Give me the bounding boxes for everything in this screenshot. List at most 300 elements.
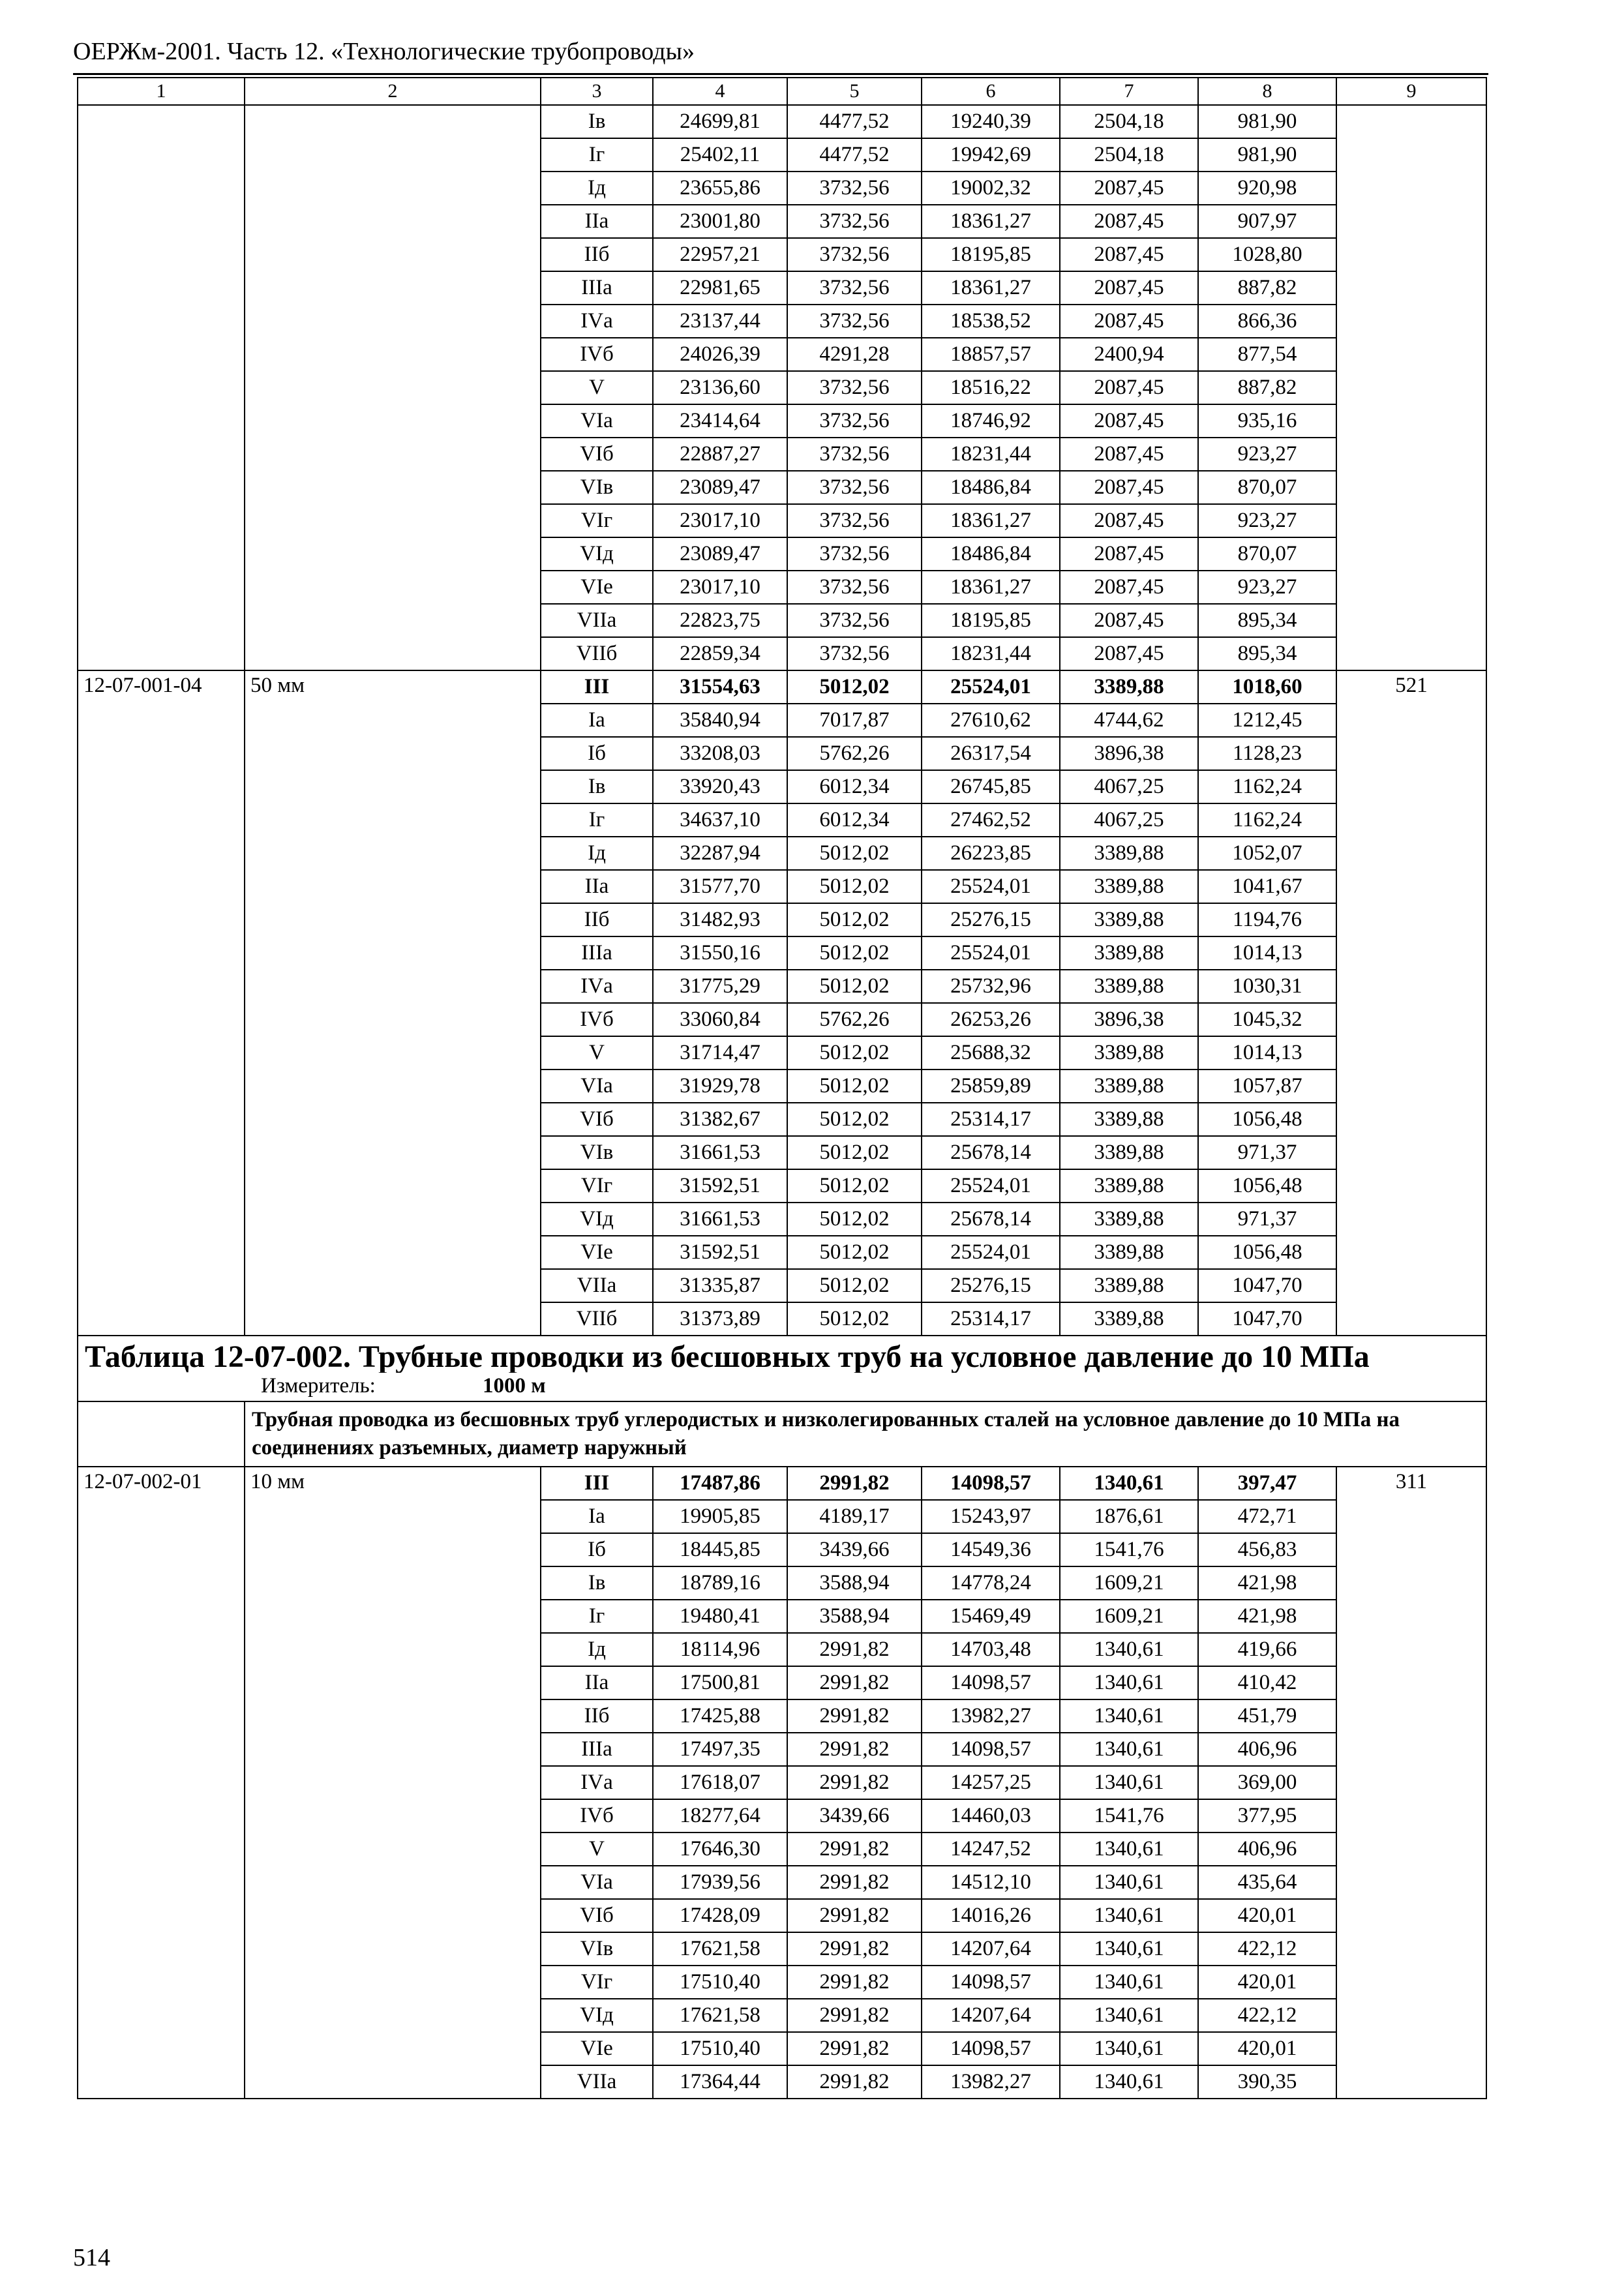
zone-code: Iд	[541, 172, 653, 205]
price-table	[77, 77, 1487, 2099]
wages: 2991,82	[787, 1966, 922, 1999]
total-cost: 31714,47	[653, 1036, 787, 1070]
table-title-row	[78, 1336, 1486, 1373]
equipment-cost: 14207,64	[922, 1932, 1060, 1966]
wages: 4189,17	[787, 1500, 922, 1533]
zone-code: Iд	[541, 1633, 653, 1666]
wages: 5012,02	[787, 1169, 922, 1203]
materials-cost: 1056,48	[1198, 1103, 1336, 1136]
wages: 5012,02	[787, 1236, 922, 1269]
operator-wages: 3389,88	[1060, 1269, 1198, 1302]
total-cost: 17618,07	[653, 1766, 787, 1799]
column-number-row	[78, 78, 1486, 105]
materials-cost: 920,98	[1198, 172, 1336, 205]
total-cost: 22887,27	[653, 438, 787, 471]
total-cost: 31550,16	[653, 936, 787, 970]
wages: 3732,56	[787, 571, 922, 604]
zone-code: VIг	[541, 1169, 653, 1203]
equipment-cost: 18361,27	[922, 571, 1060, 604]
materials-cost: 1028,80	[1198, 238, 1336, 271]
total-cost: 22957,21	[653, 238, 787, 271]
zone-code: VIд	[541, 1203, 653, 1236]
materials-cost: 421,98	[1198, 1566, 1336, 1600]
zone-code: VIе	[541, 571, 653, 604]
total-cost: 24026,39	[653, 338, 787, 371]
materials-cost: 390,35	[1198, 2065, 1336, 2099]
equipment-cost: 14098,57	[922, 1666, 1060, 1699]
wages: 5012,02	[787, 1070, 922, 1103]
equipment-cost: 18486,84	[922, 537, 1060, 571]
wages: 2991,82	[787, 2032, 922, 2065]
materials-cost: 422,12	[1198, 1932, 1336, 1966]
wages: 2991,82	[787, 1866, 922, 1899]
zone-code: Iа	[541, 704, 653, 737]
operator-wages: 2087,45	[1060, 637, 1198, 670]
zone-code: V	[541, 1036, 653, 1070]
equipment-cost: 25524,01	[922, 870, 1060, 903]
column-number: 7	[1060, 78, 1198, 105]
equipment-cost: 14247,52	[922, 1833, 1060, 1866]
total-cost: 31482,93	[653, 903, 787, 936]
equipment-cost: 18746,92	[922, 404, 1060, 438]
equipment-cost: 25524,01	[922, 936, 1060, 970]
column-number: 9	[1336, 78, 1486, 105]
operator-wages: 3389,88	[1060, 670, 1198, 704]
operator-wages: 4744,62	[1060, 704, 1198, 737]
operator-wages: 3389,88	[1060, 1236, 1198, 1269]
zone-code: VIа	[541, 404, 653, 438]
materials-cost: 1014,13	[1198, 1036, 1336, 1070]
zone-code: IIIа	[541, 936, 653, 970]
total-cost: 23414,64	[653, 404, 787, 438]
operator-wages: 1340,61	[1060, 2032, 1198, 2065]
total-cost: 31335,87	[653, 1269, 787, 1302]
operator-wages: 2400,94	[1060, 338, 1198, 371]
zone-code: Iа	[541, 1500, 653, 1533]
materials-cost: 1056,48	[1198, 1236, 1336, 1269]
wages: 5012,02	[787, 837, 922, 870]
operator-wages: 3389,88	[1060, 1070, 1198, 1103]
operator-wages: 2087,45	[1060, 571, 1198, 604]
equipment-cost: 18857,57	[922, 338, 1060, 371]
zone-code: IVб	[541, 1799, 653, 1833]
total-cost: 17621,58	[653, 1999, 787, 2032]
equipment-cost: 18361,27	[922, 271, 1060, 305]
materials-cost: 981,90	[1198, 138, 1336, 172]
zone-code: VIд	[541, 537, 653, 571]
zone-code: Iг	[541, 138, 653, 172]
equipment-cost: 14257,25	[922, 1766, 1060, 1799]
equipment-cost: 14098,57	[922, 1733, 1060, 1766]
wages: 2991,82	[787, 1766, 922, 1799]
equipment-cost: 25678,14	[922, 1136, 1060, 1169]
meter-value: 1000 м	[483, 1374, 546, 1398]
total-cost: 31554,63	[653, 670, 787, 704]
total-cost: 25402,11	[653, 138, 787, 172]
operator-wages: 3389,88	[1060, 1203, 1198, 1236]
materials-cost: 421,98	[1198, 1600, 1336, 1633]
total-cost: 23137,44	[653, 305, 787, 338]
wages: 5012,02	[787, 1302, 922, 1336]
wages: 5012,02	[787, 1203, 922, 1236]
wages: 4291,28	[787, 338, 922, 371]
zone-code: VIв	[541, 471, 653, 504]
zone-code: Iб	[541, 1533, 653, 1566]
zone-code: VIа	[541, 1866, 653, 1899]
operator-wages: 1340,61	[1060, 1766, 1198, 1799]
document-header: ОЕРЖм-2001. Часть 12. «Технологические трубопроводы»	[73, 38, 695, 65]
equipment-cost: 15243,97	[922, 1500, 1060, 1533]
materials-cost: 1030,31	[1198, 970, 1336, 1003]
wages: 3732,56	[787, 604, 922, 637]
zone-code: VIIа	[541, 2065, 653, 2099]
wages: 2991,82	[787, 2065, 922, 2099]
total-cost: 31775,29	[653, 970, 787, 1003]
operator-wages: 2087,45	[1060, 471, 1198, 504]
total-cost: 17500,81	[653, 1666, 787, 1699]
rate-code: 12-07-001-04	[78, 670, 245, 1336]
zone-code: Iг	[541, 1600, 653, 1633]
rate-description: 50 мм	[245, 670, 541, 1336]
materials-cost: 923,27	[1198, 438, 1336, 471]
total-cost: 17510,40	[653, 1966, 787, 1999]
meter-row	[78, 1373, 1486, 1401]
table-row	[78, 1467, 1486, 1500]
total-cost: 34637,10	[653, 803, 787, 837]
equipment-cost: 13982,27	[922, 2065, 1060, 2099]
operator-wages: 1340,61	[1060, 1833, 1198, 1866]
total-cost: 18445,85	[653, 1533, 787, 1566]
operator-wages: 2087,45	[1060, 305, 1198, 338]
equipment-cost: 14460,03	[922, 1799, 1060, 1833]
section-spacer	[78, 1401, 245, 1467]
wages: 5012,02	[787, 936, 922, 970]
wages: 2991,82	[787, 1899, 922, 1932]
total-cost: 17425,88	[653, 1699, 787, 1733]
zone-code: VIIа	[541, 1269, 653, 1302]
operator-wages: 3389,88	[1060, 1169, 1198, 1203]
total-cost: 17364,44	[653, 2065, 787, 2099]
equipment-cost: 13982,27	[922, 1699, 1060, 1733]
zone-code: V	[541, 1833, 653, 1866]
wages: 5762,26	[787, 1003, 922, 1036]
equipment-cost: 19942,69	[922, 138, 1060, 172]
zone-code: IVб	[541, 338, 653, 371]
materials-cost: 419,66	[1198, 1633, 1336, 1666]
operator-wages: 2087,45	[1060, 504, 1198, 537]
zone-code: Iв	[541, 105, 653, 138]
total-cost: 17510,40	[653, 2032, 787, 2065]
wages: 3732,56	[787, 305, 922, 338]
zone-code: VIб	[541, 1899, 653, 1932]
materials-cost: 1056,48	[1198, 1169, 1336, 1203]
operator-wages: 3389,88	[1060, 936, 1198, 970]
total-cost: 31577,70	[653, 870, 787, 903]
zone-code: VIд	[541, 1999, 653, 2032]
equipment-cost: 18195,85	[922, 604, 1060, 637]
operator-wages: 4067,25	[1060, 803, 1198, 837]
equipment-cost: 14703,48	[922, 1633, 1060, 1666]
equipment-cost: 25678,14	[922, 1203, 1060, 1236]
operator-wages: 2504,18	[1060, 105, 1198, 138]
materials-cost: 406,96	[1198, 1833, 1336, 1866]
wages: 5012,02	[787, 1269, 922, 1302]
materials-cost: 887,82	[1198, 371, 1336, 404]
materials-cost: 406,96	[1198, 1733, 1336, 1766]
wages: 3732,56	[787, 172, 922, 205]
materials-cost: 369,00	[1198, 1766, 1336, 1799]
total-cost: 22823,75	[653, 604, 787, 637]
operator-wages: 2087,45	[1060, 537, 1198, 571]
meter	[78, 1373, 1486, 1401]
materials-cost: 895,34	[1198, 637, 1336, 670]
equipment-cost: 14098,57	[922, 1966, 1060, 1999]
materials-cost: 472,71	[1198, 1500, 1336, 1533]
zone-code: IIа	[541, 870, 653, 903]
equipment-cost: 14512,10	[922, 1866, 1060, 1899]
zone-code: VIIа	[541, 604, 653, 637]
wages: 3732,56	[787, 537, 922, 571]
wages: 6012,34	[787, 803, 922, 837]
equipment-cost: 25859,89	[922, 1070, 1060, 1103]
equipment-cost: 25314,17	[922, 1302, 1060, 1336]
operator-wages: 3389,88	[1060, 1136, 1198, 1169]
materials-cost: 1162,24	[1198, 770, 1336, 803]
total-cost: 18789,16	[653, 1566, 787, 1600]
equipment-cost: 26223,85	[922, 837, 1060, 870]
operator-wages: 1541,76	[1060, 1533, 1198, 1566]
materials-cost: 420,01	[1198, 1899, 1336, 1932]
materials-cost: 420,01	[1198, 1966, 1336, 1999]
column-number: 1	[78, 78, 245, 105]
equipment-cost: 15469,49	[922, 1600, 1060, 1633]
operator-wages: 2087,45	[1060, 604, 1198, 637]
wages: 5012,02	[787, 903, 922, 936]
zone-code: IVа	[541, 1766, 653, 1799]
equipment-cost: 18361,27	[922, 504, 1060, 537]
equipment-cost: 25524,01	[922, 1169, 1060, 1203]
total-cost: 17646,30	[653, 1833, 787, 1866]
materials-cost: 1194,76	[1198, 903, 1336, 936]
operator-wages: 3896,38	[1060, 1003, 1198, 1036]
table-title: Таблица 12-07-002. Трубные проводки из бесшовных труб на условное давление до 10 МПа	[78, 1336, 1486, 1373]
zone-code: V	[541, 371, 653, 404]
zone-code: IIа	[541, 1666, 653, 1699]
wages: 3439,66	[787, 1799, 922, 1833]
total-cost: 17497,35	[653, 1733, 787, 1766]
total-cost: 18277,64	[653, 1799, 787, 1833]
equipment-cost: 25276,15	[922, 903, 1060, 936]
total-cost: 23655,86	[653, 172, 787, 205]
materials-cost: 907,97	[1198, 205, 1336, 238]
wages: 6012,34	[787, 770, 922, 803]
wages: 2991,82	[787, 1666, 922, 1699]
zone-code: VIIб	[541, 637, 653, 670]
zone-code: III	[541, 1467, 653, 1500]
operator-wages: 2087,45	[1060, 438, 1198, 471]
operator-wages: 3389,88	[1060, 970, 1198, 1003]
wages: 3732,56	[787, 205, 922, 238]
equipment-cost: 14207,64	[922, 1999, 1060, 2032]
wages: 5762,26	[787, 737, 922, 770]
operator-wages: 3389,88	[1060, 903, 1198, 936]
materials-cost: 895,34	[1198, 604, 1336, 637]
wages: 2991,82	[787, 1999, 922, 2032]
zone-code: VIг	[541, 1966, 653, 1999]
operator-wages: 1340,61	[1060, 1666, 1198, 1699]
total-cost: 17939,56	[653, 1866, 787, 1899]
total-cost: 31661,53	[653, 1136, 787, 1169]
total-cost: 33920,43	[653, 770, 787, 803]
materials-cost: 971,37	[1198, 1203, 1336, 1236]
zone-code: VIа	[541, 1070, 653, 1103]
total-cost: 31929,78	[653, 1070, 787, 1103]
wages: 4477,52	[787, 138, 922, 172]
operator-wages: 3389,88	[1060, 1036, 1198, 1070]
operator-wages: 1340,61	[1060, 1733, 1198, 1766]
materials-cost: 1014,13	[1198, 936, 1336, 970]
operator-wages: 1340,61	[1060, 1699, 1198, 1733]
total-cost: 23017,10	[653, 504, 787, 537]
zone-code: Iд	[541, 837, 653, 870]
wages: 5012,02	[787, 1036, 922, 1070]
rate-code	[78, 105, 245, 670]
materials-cost: 971,37	[1198, 1136, 1336, 1169]
zone-code: VIе	[541, 1236, 653, 1269]
equipment-cost: 14778,24	[922, 1566, 1060, 1600]
wages: 2991,82	[787, 1699, 922, 1733]
operator-wages: 1340,61	[1060, 1633, 1198, 1666]
total-cost: 17428,09	[653, 1899, 787, 1932]
operator-wages: 2087,45	[1060, 238, 1198, 271]
equipment-cost: 18231,44	[922, 637, 1060, 670]
total-cost: 22981,65	[653, 271, 787, 305]
zone-code: VIг	[541, 504, 653, 537]
wages: 5012,02	[787, 670, 922, 704]
section-description: Трубная проводка из бесшовных труб углеродистых и низколегированных сталей на условное давление до 10 МПа на соединениях разъемных, диаметр наружный	[245, 1401, 1486, 1467]
total-cost: 31592,51	[653, 1169, 787, 1203]
equipment-cost: 18231,44	[922, 438, 1060, 471]
total-cost: 32287,94	[653, 837, 787, 870]
column-number: 3	[541, 78, 653, 105]
zone-code: IVа	[541, 305, 653, 338]
wages: 3588,94	[787, 1600, 922, 1633]
total-cost: 18114,96	[653, 1633, 787, 1666]
materials-cost: 923,27	[1198, 571, 1336, 604]
operator-wages: 3389,88	[1060, 1103, 1198, 1136]
wages: 3588,94	[787, 1566, 922, 1600]
rate-code: 12-07-002-01	[78, 1467, 245, 2099]
operator-wages: 1340,61	[1060, 1999, 1198, 2032]
materials-cost: 923,27	[1198, 504, 1336, 537]
equipment-cost: 25732,96	[922, 970, 1060, 1003]
zone-code: IIIа	[541, 271, 653, 305]
materials-cost: 377,95	[1198, 1799, 1336, 1833]
equipment-cost: 18538,52	[922, 305, 1060, 338]
equipment-cost: 18361,27	[922, 205, 1060, 238]
zone-code: IIб	[541, 1699, 653, 1733]
materials-cost: 420,01	[1198, 2032, 1336, 2065]
wages: 3732,56	[787, 504, 922, 537]
wages: 3732,56	[787, 271, 922, 305]
operator-wages: 3389,88	[1060, 837, 1198, 870]
materials-cost: 870,07	[1198, 537, 1336, 571]
operator-wages: 1340,61	[1060, 1932, 1198, 1966]
total-cost: 24699,81	[653, 105, 787, 138]
wages: 2991,82	[787, 1733, 922, 1766]
total-cost: 17487,86	[653, 1467, 787, 1500]
zone-code: IIа	[541, 205, 653, 238]
equipment-cost: 18195,85	[922, 238, 1060, 271]
materials-cost: 866,36	[1198, 305, 1336, 338]
operator-wages: 3896,38	[1060, 737, 1198, 770]
wages: 4477,52	[787, 105, 922, 138]
equipment-cost: 26745,85	[922, 770, 1060, 803]
zone-code: IIIа	[541, 1733, 653, 1766]
materials-cost: 935,16	[1198, 404, 1336, 438]
header-rule	[73, 73, 1488, 75]
equipment-cost: 14098,57	[922, 1467, 1060, 1500]
total-cost: 23017,10	[653, 571, 787, 604]
zone-code: IIб	[541, 238, 653, 271]
wages: 2991,82	[787, 1467, 922, 1500]
total-cost: 31592,51	[653, 1236, 787, 1269]
equipment-cost: 14098,57	[922, 2032, 1060, 2065]
column-number: 4	[653, 78, 787, 105]
equipment-cost: 14016,26	[922, 1899, 1060, 1932]
materials-cost: 410,42	[1198, 1666, 1336, 1699]
wages: 2991,82	[787, 1633, 922, 1666]
materials-cost: 1057,87	[1198, 1070, 1336, 1103]
operator-wages: 1340,61	[1060, 1966, 1198, 1999]
wages: 5012,02	[787, 870, 922, 903]
wages: 3732,56	[787, 404, 922, 438]
zone-code: VIб	[541, 1103, 653, 1136]
zone-code: Iв	[541, 1566, 653, 1600]
operator-wages: 1609,21	[1060, 1600, 1198, 1633]
operator-wages: 1876,61	[1060, 1500, 1198, 1533]
wages: 5012,02	[787, 1136, 922, 1169]
total-cost: 31382,67	[653, 1103, 787, 1136]
operator-wages: 1340,61	[1060, 1866, 1198, 1899]
zone-code: IIб	[541, 903, 653, 936]
equipment-cost: 26253,26	[922, 1003, 1060, 1036]
equipment-cost: 27462,52	[922, 803, 1060, 837]
equipment-cost: 25276,15	[922, 1269, 1060, 1302]
zone-code: Iг	[541, 803, 653, 837]
equipment-cost: 14549,36	[922, 1533, 1060, 1566]
operator-wages: 2087,45	[1060, 404, 1198, 438]
materials-cost: 422,12	[1198, 1999, 1336, 2032]
wages: 3732,56	[787, 637, 922, 670]
equipment-cost: 25688,32	[922, 1036, 1060, 1070]
column-number: 2	[245, 78, 541, 105]
wages: 5012,02	[787, 1103, 922, 1136]
wages: 3439,66	[787, 1533, 922, 1566]
column-number: 6	[922, 78, 1060, 105]
operator-wages: 1340,61	[1060, 2065, 1198, 2099]
table-row	[78, 105, 1486, 138]
meter-label: Измеритель:	[261, 1374, 376, 1398]
zone-code: Iб	[541, 737, 653, 770]
materials-cost: 456,83	[1198, 1533, 1336, 1566]
materials-cost: 870,07	[1198, 471, 1336, 504]
materials-cost: 451,79	[1198, 1699, 1336, 1733]
wages: 5012,02	[787, 970, 922, 1003]
total-cost: 33208,03	[653, 737, 787, 770]
operator-wages: 3389,88	[1060, 870, 1198, 903]
zone-code: III	[541, 670, 653, 704]
